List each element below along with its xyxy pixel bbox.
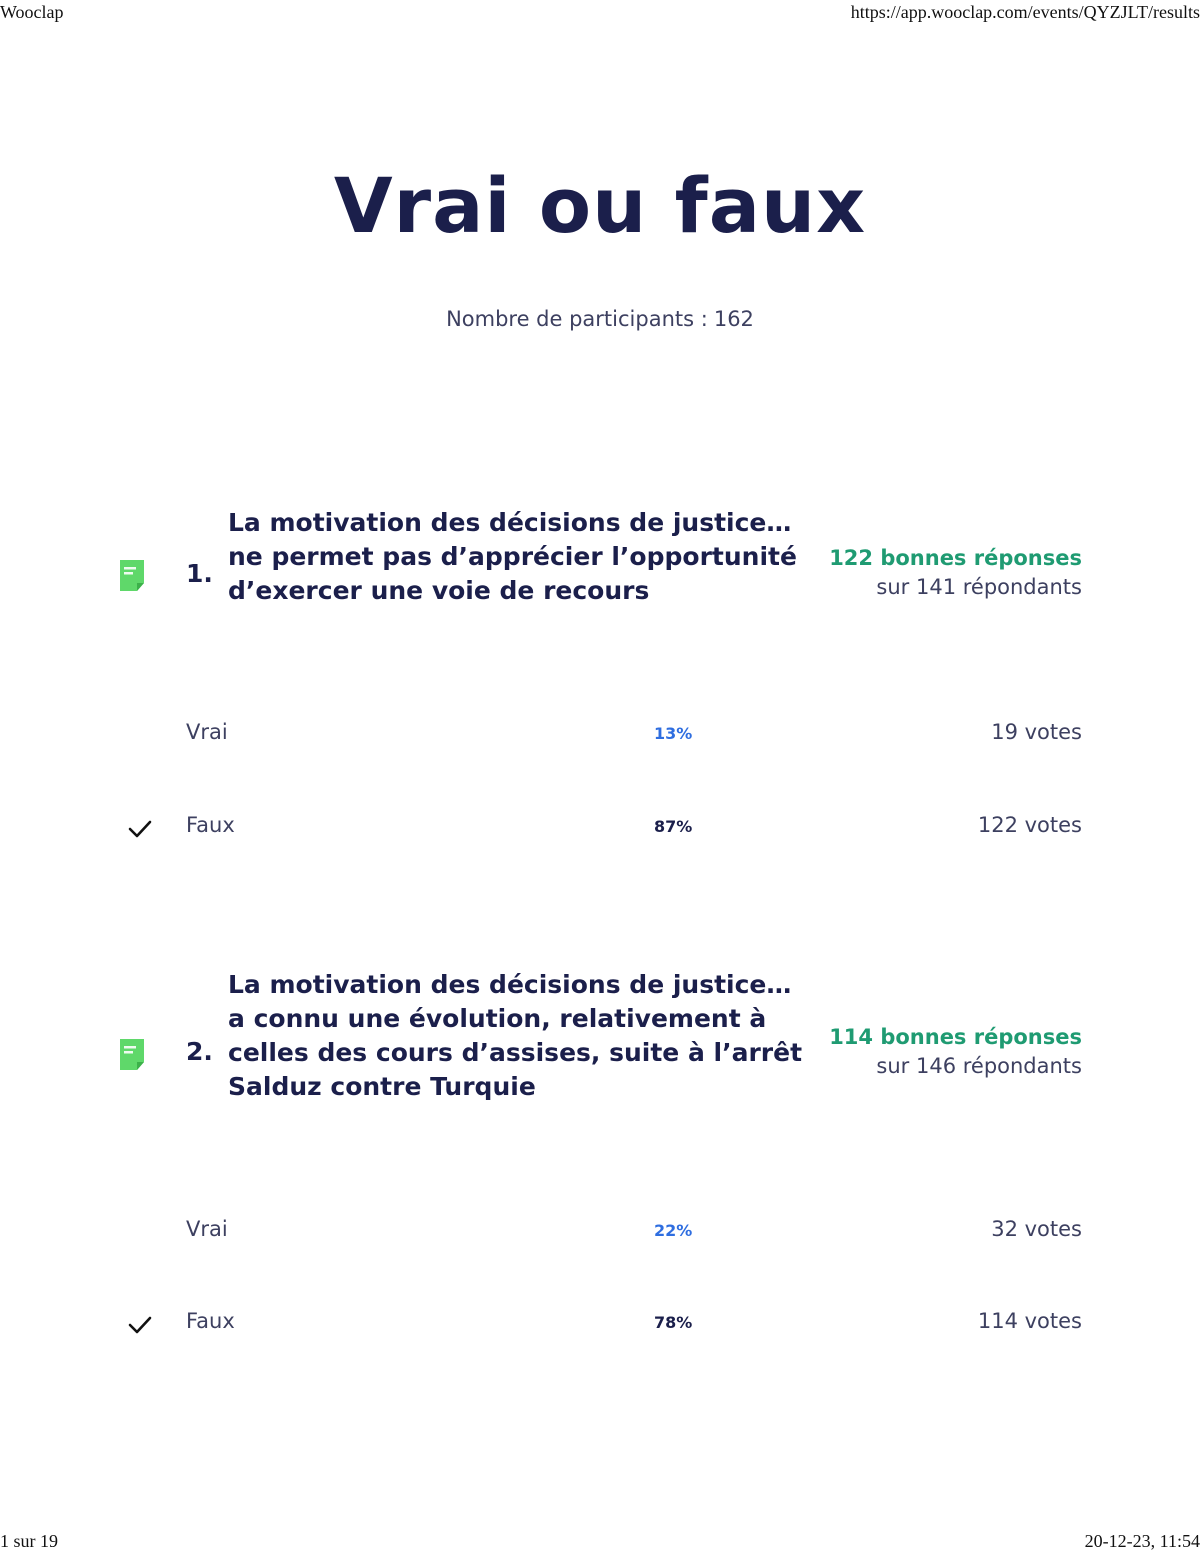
page-title: Vrai ou faux xyxy=(333,161,867,250)
respondents-count: sur 146 répondants xyxy=(876,1054,1082,1078)
answer-percent: 87% xyxy=(654,817,693,836)
answer-label: Faux xyxy=(186,1309,235,1333)
correct-answers-count: 114 bonnes réponses xyxy=(829,1025,1082,1049)
green-document-icon xyxy=(118,559,146,592)
print-footer-page: 1 sur 19 xyxy=(0,1531,58,1551)
answer-label: Faux xyxy=(186,813,235,837)
green-document-icon xyxy=(118,1038,146,1071)
respondents-count: sur 141 répondants xyxy=(876,575,1082,599)
question-number: 1. xyxy=(186,559,213,588)
checkmark-icon xyxy=(128,817,152,841)
answer-percent: 78% xyxy=(654,1313,693,1332)
print-footer-datetime: 20-12-23, 11:54 xyxy=(1084,1531,1200,1551)
question-stats xyxy=(762,544,1082,602)
answer-row xyxy=(0,1307,1200,1341)
checkmark-icon xyxy=(128,1313,152,1337)
answer-percent: 22% xyxy=(654,1221,693,1240)
answer-row xyxy=(0,718,1200,752)
answer-label: Vrai xyxy=(186,1217,228,1241)
participants-count: 162 xyxy=(713,307,754,331)
question-text: La motivation des décisions de justice… a connu une évolution, relativement à celles des cours d’assises, suite à l’arrêt Salduz contre Turquie xyxy=(228,970,803,1101)
answer-percent: 13% xyxy=(654,724,693,743)
print-header-url: https://app.wooclap.com/events/QYZJLT/results xyxy=(850,2,1200,22)
question-stats xyxy=(762,1023,1082,1081)
print-header-title: Wooclap xyxy=(0,2,64,22)
answer-votes: 114 votes xyxy=(977,1309,1082,1333)
answer-label: Vrai xyxy=(186,720,228,744)
correct-answers-count: 122 bonnes réponses xyxy=(829,546,1082,570)
participants-label: Nombre de participants : xyxy=(446,307,708,331)
answer-row xyxy=(0,1215,1200,1249)
answer-votes: 19 votes xyxy=(991,720,1082,744)
question-number: 2. xyxy=(186,1037,213,1066)
answer-votes: 32 votes xyxy=(991,1217,1082,1241)
question-text: La motivation des décisions de justice… ne permet pas d’apprécier l’opportunité d’exercer une voie de recours xyxy=(228,508,797,605)
answer-row xyxy=(0,811,1200,845)
answer-votes: 122 votes xyxy=(977,813,1082,837)
participants-summary xyxy=(0,307,1200,331)
